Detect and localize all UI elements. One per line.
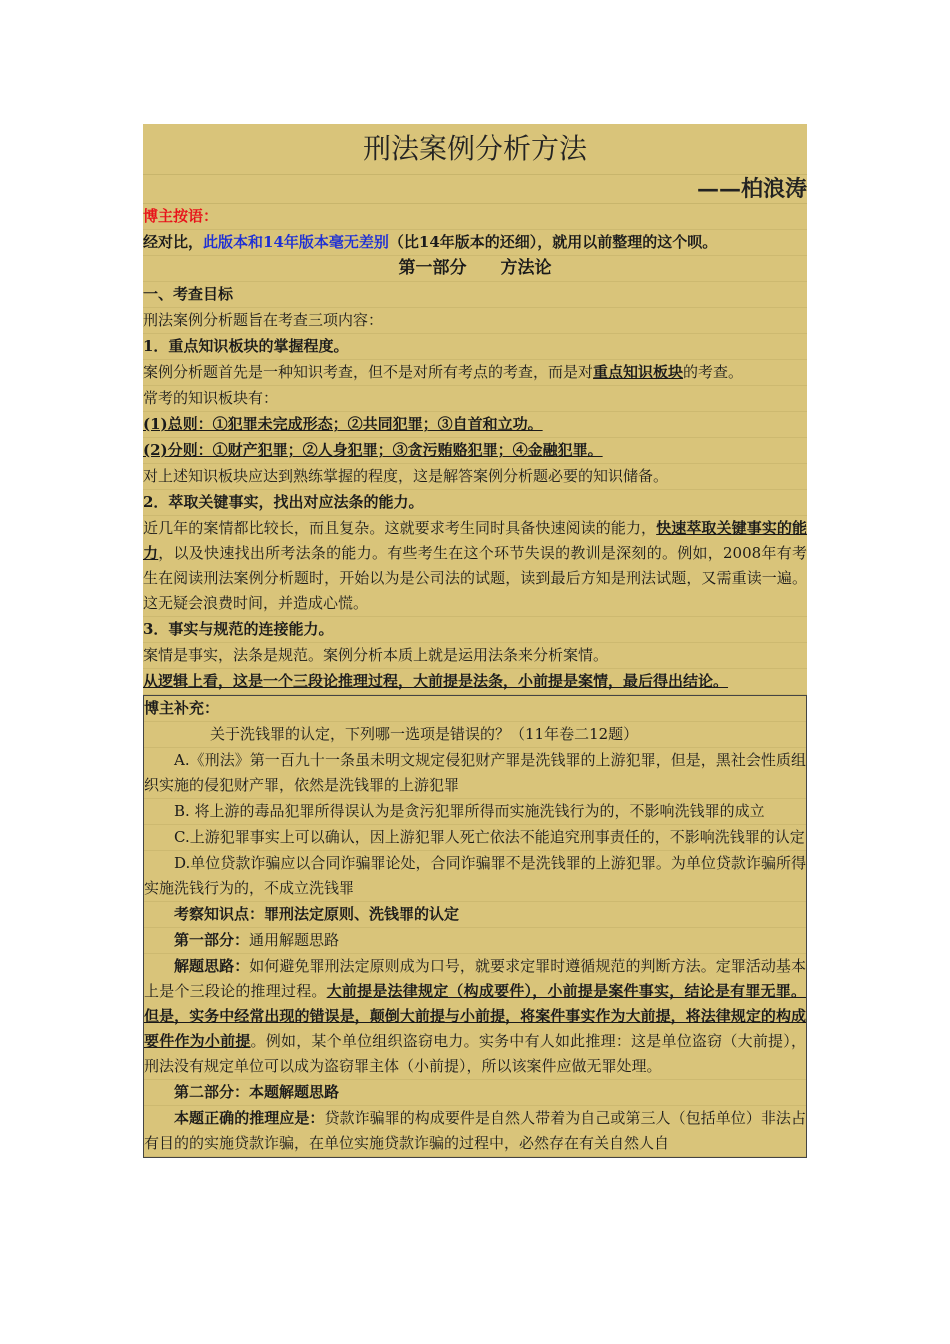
point2-text [143,516,807,617]
author-line: ——柏浪涛 [143,175,807,204]
idea-text-c: 。例如，某个单位组织盗窃电力。实务中有人如此推理：这是单位盗窃（大前提），刑法没有规定单位可以成为盗窃罪主体（小前提），所以该案件应做无罪处理。 [144,1032,806,1075]
point3-text: 案情是事实，法条是规范。案例分析本质上就是运用法条来分析案情。 [143,643,807,669]
page-title: 刑法案例分析方法 [143,124,807,175]
point1-specific: (2)分则：①财产犯罪；②人身犯罪；③贪污贿赂犯罪；④金融犯罪。 [143,438,807,464]
part1-row [144,928,806,954]
idea-key-text: 大前提是法律规定（构成要件），小前提是案件事实，结论是有罪无罪。但是，实务中经常出现的错误是，颠倒大前提与小前提，将案件事实作为大前提，将法律规定的构成要件作为小前提 [144,982,806,1050]
idea-label: 解题思路： [174,957,250,975]
idea-paragraph [144,954,806,1080]
section-heading: 一、考查目标 [143,282,807,308]
point1-common: 常考的知识板块有： [143,386,807,412]
idea-text-a: 如何避免罪刑法定原则成为口号，就要求定罪时遵循规范的判断方法。定罪活动基本上是个三段论的推理过程。 [144,957,806,1000]
point3-conclusion: 从逻辑上看，这是一个三段论推理过程，大前提是法条，小前提是案情，最后得出结论。 [143,669,807,695]
point1-text-a: 案例分析题首先是一种知识考查，但不是对所有考点的考查，而是对 [143,363,594,381]
note-text-a: 经对比， [143,233,204,251]
point1-title: 1．重点知识板块的掌握程度。 [143,334,807,360]
point1-key-term: 重点知识板块 [593,363,684,381]
point2-text-c: ，以及快速找出所考法条的能力。有些考生在这个环节失误的教训是深刻的。例如，2008年有考生在阅读刑法案例分析题时，开始以为是公司法的试题，读到最后方知是刑法试题，又需重读一遍。这无疑会浪费时间，并造成心慌。 [143,544,807,612]
correct-reasoning [144,1106,806,1157]
note-label: 博主按语： [143,207,219,225]
supplement-label: 博主补充： [144,696,806,722]
point1-text [143,360,807,386]
option-d: D.单位贷款诈骗应以合同诈骗罪论处，合同诈骗罪不是洗钱罪的上游犯罪。为单位贷款诈骗所得实施洗钱行为的，不成立洗钱罪 [144,851,806,902]
point1-text-c: 的考查。 [683,363,744,381]
part1-text: 通用解题思路 [249,931,340,949]
point2-key-term: 快速萃取关键事实的能力 [143,519,807,562]
option-a: A.《刑法》第一百九十一条虽未明文规定侵犯财产罪是洗钱罪的上游犯罪，但是，黑社会性质组织实施的侵犯财产罪，依然是洗钱罪的上游犯罪 [144,748,806,799]
part2-label: 第二部分：本题解题思路 [144,1080,806,1106]
correct-label: 本题正确的推理应是： [174,1109,325,1127]
point3-title: 3．事实与规范的连接能力。 [143,617,807,643]
section-intro: 刑法案例分析题旨在考查三项内容： [143,308,807,334]
note-row [143,230,807,256]
option-c: C.上游犯罪事实上可以确认，因上游犯罪人死亡依法不能追究刑事责任的，不影响洗钱罪的认定 [144,825,806,851]
point2-text-a: 近几年的案情都比较长，而且复杂。这就要求考生同时具备快速阅读的能力， [143,519,657,537]
knowledge-point: 考察知识点：罪刑法定原则、洗钱罪的认定 [144,902,806,928]
point1-general: (1)总则：①犯罪未完成形态；②共同犯罪；③自首和立功。 [143,412,807,438]
document-page [143,124,807,1158]
note-text-c: （比14年版本的还细），就用以前整理的这个呗。 [388,233,718,251]
point2-title: 2．萃取关键事实，找出对应法条的能力。 [143,490,807,516]
part-heading: 第一部分 方法论 [143,256,807,282]
point1-end: 对上述知识板块应达到熟练掌握的程度，这是解答案例分析题必要的知识储备。 [143,464,807,490]
option-b: B. 将上游的毒品犯罪所得误认为是贪污犯罪所得而实施洗钱行为的，不影响洗钱罪的成立 [144,799,806,825]
note-text-highlight: 此版本和14年版本毫无差别 [203,233,389,251]
part1-label: 第一部分： [174,931,250,949]
supplement-box [143,695,807,1158]
correct-text: 贷款诈骗罪的构成要件是自然人带着为自己或第三人（包括单位）非法占有目的的实施贷款诈骗，在单位实施贷款诈骗的过程中，必然存在有关自然人自 [144,1109,806,1152]
note-label-row [143,204,807,230]
question-stem: 关于洗钱罪的认定，下列哪一选项是错误的？（11年卷二12题） [144,722,806,748]
